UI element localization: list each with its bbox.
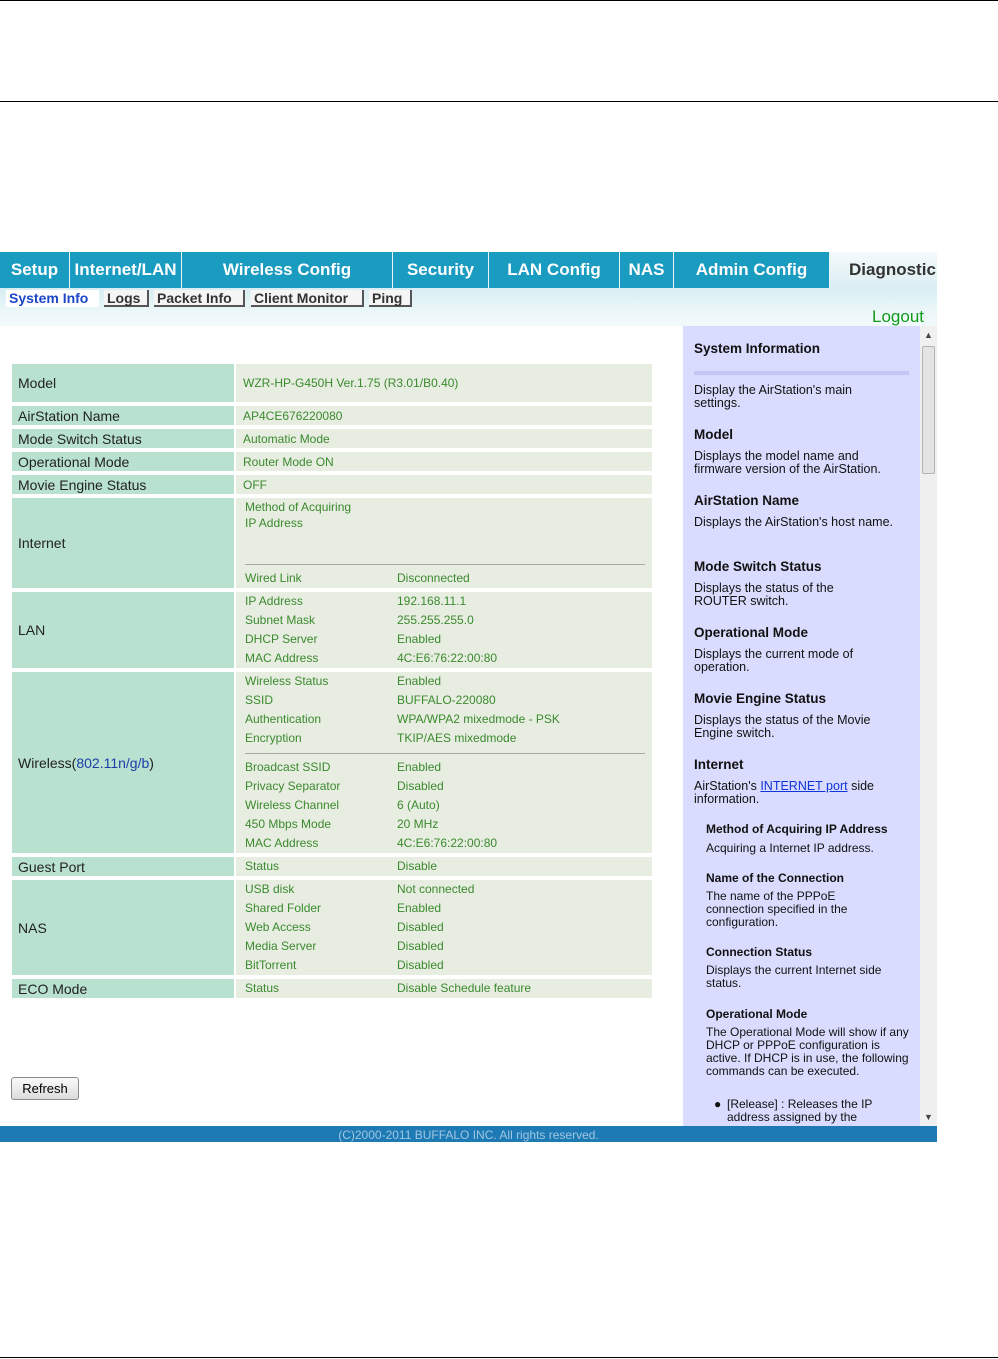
- footer-rule: [0, 1357, 998, 1358]
- movie-engine-value: OFF: [236, 475, 652, 494]
- airstation-name-label: AirStation Name: [12, 406, 234, 425]
- subtab-packet-info[interactable]: Packet Info: [154, 290, 245, 307]
- help-model-title: Model: [694, 427, 733, 442]
- row-nas: [12, 880, 652, 975]
- nas-label: NAS: [12, 880, 234, 975]
- tab-setup[interactable]: Setup: [0, 252, 70, 288]
- row-airstation-name: [12, 406, 652, 425]
- mode-switch-label: Mode Switch Status: [12, 429, 234, 448]
- help-method-title: Method of Acquiring IP Address: [706, 822, 888, 836]
- row-mode-switch: [12, 429, 652, 448]
- wireless-mode-text: 802.11n/g/b: [76, 754, 150, 771]
- router-admin-window: [0, 252, 937, 1142]
- row-model: [12, 364, 652, 402]
- row-guest-port: [12, 857, 652, 876]
- help-switch-text: Displays the status of the ROUTER switch.: [694, 581, 834, 608]
- row-internet: [12, 498, 652, 588]
- page-top-rule: [0, 0, 998, 1]
- wireless-mac-row: MAC Address 4C:E6:76:22:00:80: [245, 836, 498, 850]
- internet-port-link[interactable]: INTERNET port: [760, 779, 848, 793]
- help-model-text: Displays the model name and firmware version of the AirStation.: [694, 449, 881, 476]
- help-intro: Display the AirStation's main settings.: [694, 383, 853, 410]
- logout-link[interactable]: Logout: [872, 307, 924, 326]
- lan-values: [236, 592, 652, 668]
- operational-mode-value: Router Mode ON: [236, 452, 652, 471]
- method-acquiring-label: Method of Acquiring IP Address: [245, 500, 352, 530]
- help-movie-title: Movie Engine Status: [694, 691, 827, 706]
- help-op2-text: The Operational Mode will show if any DHCP or PPPoE configuration is active. If DHCP is in use, the following commands can be executed.: [706, 1025, 909, 1078]
- model-label: Model: [12, 364, 234, 402]
- refresh-button[interactable]: Refresh: [11, 1077, 79, 1100]
- sub-nav: [0, 288, 937, 326]
- wireless-label: Wireless(802.11n/g/b): [12, 672, 234, 853]
- system-info-panel: [0, 326, 683, 1126]
- help-internet-text: AirStation's INTERNET port side information.: [694, 779, 875, 806]
- scroll-down-icon[interactable]: ▼: [924, 1112, 933, 1122]
- help-title-rule: [694, 371, 909, 375]
- help-movie-text: Displays the status of the Movie Engine switch.: [694, 713, 871, 740]
- wireless-values: [236, 672, 652, 853]
- help-title: System Information: [694, 341, 821, 356]
- row-eco-mode: [12, 979, 652, 998]
- help-switch-title: Mode Switch Status: [694, 559, 822, 574]
- help-opmode-text: Displays the current mode of operation.: [694, 647, 854, 674]
- shared-folder-row: Shared Folder Enabled: [245, 901, 442, 915]
- guest-port-values: Status Disable: [236, 857, 652, 876]
- broadcast-ssid-row: Broadcast SSID Enabled: [245, 760, 442, 774]
- subtab-ping[interactable]: Ping: [369, 290, 412, 307]
- row-operational-mode: [12, 452, 652, 471]
- tab-security[interactable]: Security: [393, 252, 489, 288]
- help-panel: [683, 326, 920, 1126]
- internet-label: Internet: [12, 498, 234, 588]
- scroll-thumb[interactable]: [922, 346, 935, 474]
- system-info-table: [12, 360, 652, 1002]
- help-conn-status-text: Displays the current Internet side status.: [706, 963, 882, 990]
- lan-subnet-row: Subnet Mask 255.255.255.0: [245, 613, 474, 627]
- help-internet-title: Internet: [694, 757, 744, 772]
- airstation-name-value: AP4CE676220080: [236, 406, 652, 425]
- model-value: WZR-HP-G450H Ver.1.75 (R3.01/B0.40): [236, 364, 652, 402]
- wired-link-row: Wired Link Disconnected: [245, 571, 470, 585]
- separator: [245, 753, 645, 754]
- wireless-status-row: Wireless Status Enabled: [245, 674, 442, 688]
- scroll-up-icon[interactable]: ▲: [924, 330, 933, 340]
- help-scrollbar[interactable]: [920, 326, 937, 1126]
- tab-diagnostic[interactable]: Diagnostic: [830, 252, 937, 288]
- eco-mode-values: Status Disable Schedule feature: [236, 979, 652, 998]
- help-conn-status-title: Connection Status: [706, 945, 813, 959]
- main-nav: [0, 252, 937, 288]
- row-movie-engine: [12, 475, 652, 494]
- web-access-row: Web Access Disabled: [245, 920, 444, 934]
- ssid-row: SSID BUFFALO-220080: [245, 693, 496, 707]
- help-conn-name-title: Name of the Connection: [706, 871, 845, 885]
- help-opmode-title: Operational Mode: [694, 625, 809, 640]
- help-op2-title: Operational Mode: [706, 1007, 808, 1021]
- bittorrent-row: BitTorrent Disabled: [245, 958, 444, 972]
- help-conn-name-text: The name of the PPPoE connection specified in the configuration.: [706, 889, 848, 929]
- usb-disk-row: USB disk Not connected: [245, 882, 475, 896]
- footer-copyright: (C)2000-2011 BUFFALO INC. All rights reserved.: [0, 1126, 937, 1142]
- help-method-text: Acquiring a Internet IP address.: [706, 841, 874, 855]
- subtab-logs[interactable]: Logs: [104, 290, 149, 307]
- tab-lan-config[interactable]: LAN Config: [489, 252, 620, 288]
- media-server-row: Media Server Disabled: [245, 939, 444, 953]
- lan-ip-row: IP Address 192.168.11.1: [245, 594, 467, 608]
- mbps-mode-row: 450 Mbps Mode 20 MHz: [245, 817, 439, 831]
- wireless-channel-row: Wireless Channel 6 (Auto): [245, 798, 440, 812]
- mode-switch-value: Automatic Mode: [236, 429, 652, 448]
- separator: [245, 564, 645, 565]
- help-name-title: AirStation Name: [694, 493, 800, 508]
- privacy-separator-row: Privacy Separator Disabled: [245, 779, 444, 793]
- help-release-text: [Release] : Releases the IP address assigned by the: [727, 1097, 873, 1124]
- tab-wireless-config[interactable]: Wireless Config: [182, 252, 393, 288]
- nas-values: [236, 880, 652, 975]
- encryption-row: Encryption TKIP/AES mixedmode: [245, 731, 517, 745]
- operational-mode-label: Operational Mode: [12, 452, 234, 471]
- help-name-text: Displays the AirStation's host name.: [694, 515, 894, 529]
- subtab-system-info[interactable]: System Info: [6, 290, 99, 307]
- tab-internet-lan[interactable]: Internet/LAN: [70, 252, 182, 288]
- header-rule: [0, 101, 998, 102]
- lan-label: LAN: [12, 592, 234, 668]
- authentication-row: Authentication WPA/WPA2 mixedmode - PSK: [245, 712, 560, 726]
- tab-admin-config[interactable]: Admin Config: [674, 252, 830, 288]
- lan-dhcp-row: DHCP Server Enabled: [245, 632, 442, 646]
- bullet-icon: ●: [714, 1097, 722, 1111]
- lan-mac-row: MAC Address 4C:E6:76:22:00:80: [245, 651, 498, 665]
- internet-values: [236, 498, 652, 588]
- tab-nas[interactable]: NAS: [620, 252, 674, 288]
- row-wireless: [12, 672, 652, 853]
- eco-mode-label: ECO Mode: [12, 979, 234, 998]
- guest-port-label: Guest Port: [12, 857, 234, 876]
- row-lan: [12, 592, 652, 668]
- movie-engine-label: Movie Engine Status: [12, 475, 234, 494]
- subtab-client-monitor[interactable]: Client Monitor: [251, 290, 364, 307]
